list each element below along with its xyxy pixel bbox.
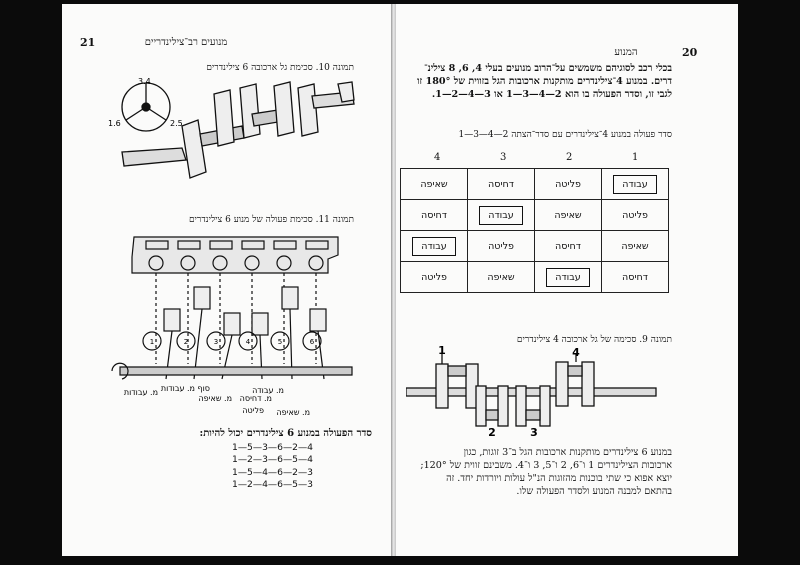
figure10-crankshaft-drawing bbox=[102, 74, 362, 189]
table-cell: דחיסה bbox=[535, 231, 602, 262]
col-num-4: 4 bbox=[434, 152, 441, 163]
figure9-num-1: 1 bbox=[438, 346, 446, 357]
figure11-label-exhaust-a: סוף מ. עבודות bbox=[160, 384, 210, 393]
intro-line: לגבי זו, וסדר הפעולה בו הוא 2—4—3—1 או 3—4—2—1. bbox=[431, 89, 672, 100]
figure11-label-work-a: מ. עבודה bbox=[252, 386, 284, 395]
left-page-number: 21 bbox=[80, 36, 96, 49]
paragraph-line: ארכובות הצילינדרים 1 ו־6, 2 ו־5, 3 ו־4. משבינם זווית של 120°; bbox=[420, 460, 672, 471]
table-cell: דחיסה bbox=[401, 200, 468, 231]
table-row bbox=[401, 200, 669, 231]
figure9-num-3: 3 bbox=[530, 426, 538, 438]
table-cell: שאיפה bbox=[401, 169, 468, 200]
firing-order-intro: סדר הפעולה במנוע 6 צילינדרים יכול להיות: bbox=[199, 428, 372, 439]
firing-order-item: 1—2—3—6—5—4 bbox=[232, 454, 314, 466]
intro-line: בכלי רכב לסוגיהם משמשים על־הרוב מנועים בעלי 4, 6, 8 צילינ־ bbox=[423, 63, 672, 74]
firing-order-list bbox=[232, 442, 313, 492]
table-cell-work: עבודה bbox=[479, 206, 522, 225]
paragraph-line: במנוע 6 צילינדרים מותקנות ארכובות הגל ב־3 זוגות, כגון bbox=[463, 447, 672, 458]
table-cell: שאיפה bbox=[468, 262, 535, 293]
table-cell: שאיפה bbox=[535, 200, 602, 231]
col-num-1: 1 bbox=[632, 152, 639, 163]
figure9-caption: תמונה 9. סכימה של גל ארכובה 4 צילינדרים bbox=[516, 335, 672, 345]
figure11-num-3: 3 bbox=[213, 338, 219, 346]
paragraph-line: יוצא אפוא כי שתי בוכנות מהזוגות הנ"ל עולות ויורדות יחד. זה bbox=[446, 473, 672, 484]
intro-line: דרים. במנוע 4־צילינדרים מותקנות ארכובות הגל בזווית של 180° זו bbox=[417, 76, 672, 87]
table-cell-work: עבודה bbox=[613, 175, 656, 194]
table-cell: פליטה bbox=[535, 169, 602, 200]
col-num-3: 3 bbox=[500, 152, 507, 163]
left-running-head: מנועים רב־צילינדריים bbox=[144, 37, 228, 48]
figure9-crankshaft-drawing bbox=[406, 346, 666, 438]
figure11-num-4: 4 bbox=[245, 338, 251, 346]
figure11-label-intake: מ. דחיסה bbox=[239, 394, 272, 403]
figure10-label-25: 2.5 bbox=[170, 119, 183, 128]
figure11-num-2: 2 bbox=[183, 338, 189, 346]
figure11-label-exhaust-b: מ. שאיפה bbox=[198, 394, 232, 403]
stroke-order-table bbox=[400, 168, 669, 293]
firing-order-item: 1—5—4—6—2—3 bbox=[232, 466, 314, 478]
table-cell: דחיסה bbox=[468, 169, 535, 200]
figure11-num-6: 6 bbox=[309, 338, 315, 346]
figure11-label-work-b: מ. עבודות bbox=[123, 388, 158, 397]
table-row bbox=[401, 169, 669, 200]
left-page bbox=[62, 4, 393, 556]
table-cell: פליטה bbox=[401, 262, 468, 293]
table-row bbox=[401, 231, 669, 262]
table-caption: סדר פעולה במנוע 4־צילינדרים עם סדר־הצתה 2—4—3—1 bbox=[458, 130, 672, 140]
six-cylinder-paragraph bbox=[414, 446, 672, 498]
right-page bbox=[396, 4, 738, 556]
figure9-num-2: 2 bbox=[488, 426, 496, 438]
table-cell: שאיפה bbox=[602, 231, 669, 262]
figure10-label-34: 3.4 bbox=[138, 77, 151, 86]
figure10-label-16: 1.6 bbox=[108, 119, 121, 128]
firing-order-item: 1—2—4—6—5—3 bbox=[232, 479, 314, 491]
table-row bbox=[401, 262, 669, 293]
figure11-label-intake2: מ. שאיפה bbox=[276, 408, 310, 417]
col-num-2: 2 bbox=[566, 152, 573, 163]
figure11-engine-drawing bbox=[102, 229, 362, 424]
figure9-num-4: 4 bbox=[572, 346, 580, 359]
figure11-num-1: 1 bbox=[149, 338, 155, 346]
table-cell-work: עבודה bbox=[546, 268, 589, 287]
paragraph-line: בהתאם למבנה המנוע ולסדר הפעולה שלו. bbox=[516, 486, 672, 497]
table-cell-work: עבודה bbox=[412, 237, 455, 256]
intro-paragraph bbox=[414, 62, 672, 101]
table-cell: פליטה bbox=[602, 200, 669, 231]
right-running-head: המנוע bbox=[614, 47, 638, 58]
table-cell: פליטה bbox=[468, 231, 535, 262]
figure11-num-5: 5 bbox=[277, 338, 283, 346]
figure11-caption: תמונה 11. סכימת פעולה של מנוע 6 צילינדרים bbox=[188, 215, 354, 225]
figure10-caption: תמונה 10. סכימת גל ארכובה 6 צילינדרים bbox=[206, 63, 354, 73]
firing-order-item: 1—5—3—6—2—4 bbox=[232, 442, 314, 453]
table-cell: דחיסה bbox=[602, 262, 669, 293]
figure11-label-compression: פליטה bbox=[242, 406, 264, 415]
right-page-number: 20 bbox=[682, 46, 698, 59]
